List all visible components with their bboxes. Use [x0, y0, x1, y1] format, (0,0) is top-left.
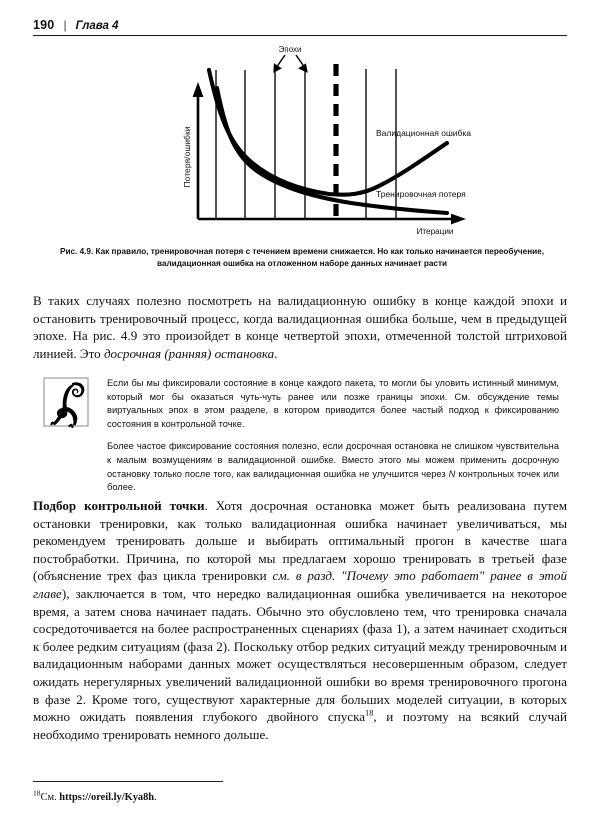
epochs-annotation-arrows — [274, 55, 307, 72]
running-head-rule — [33, 35, 567, 36]
y-axis — [193, 82, 204, 219]
runhead-separator: | — [63, 18, 67, 32]
note-paragraph-1: Если бы мы фиксировали состояние в конце каждого пакета, то могли бы уловить истинный минимум, который мог бы оказаться чуть-чуть ранее или позже границы эпохи. См. обсуждение темы виртуальных эпох в этом разделе, в котором приводится более частый подход к фиксированию состояния в контрольной точке. — [107, 378, 559, 429]
paragraph3-italic-reference: см. в разд. "Почему это работает" ранее в этой главе — [33, 568, 567, 602]
paragraph3-lead-bold: Подбор контрольной точки — [33, 498, 205, 513]
footnote-reference-marker[interactable]: 18 — [365, 708, 374, 718]
figure-caption-number: Рис. 4.9. — [59, 247, 94, 256]
paragraph1-text: В таких случаях полезно посмотреть на валидационную ошибку в конце каждой эпохи и остановить тренировочный процесс, когда валидационная ошибка больше, чем в предыдущей эпохе. На рис. 4.9 это произойдет в конце четвертой эпохи, отмеченной толстой штриховой линией. Это — [33, 293, 567, 361]
note-text — [107, 377, 559, 495]
monkey-silhouette-icon — [42, 377, 94, 429]
note-p2-part-a: Более частое фиксирование состояния полезно, если досрочная остановка не слишком чувствительна к малым возмущениям в валидационной ошибке. Вместо этого мы можем применить досрочную остановку только после того, как валидационная ошибка не улучшится через — [107, 441, 559, 479]
chapter-title: Глава 4 — [75, 20, 119, 32]
page-number: 190 — [33, 18, 55, 32]
epochs-annotation-label: Эпохи — [278, 45, 302, 54]
paragraph1-italic-term: досрочная (ранняя) остановка — [103, 345, 275, 361]
validation-error-label: Валидационная ошибка — [376, 128, 472, 138]
paragraph3-part-2: ), заключается в том, что нередко валидационная ошибка увеличивается на некоторое время, а затем снова начинает падать. Обычно это обусловлено тем, что тренировка сначала сосредоточивается на более распространенных сценариях (фаза 1), а затем начинает сходиться к более редким ситуациям (фаза 2). Поскольку отбор редких ситуаций между тренировочным и валидационным наборами данных может осуществляться несовершенным образом, следует ожидать нерегулярных увеличений валидационной ошибки во время тренировочного прогона в фазе 2. Кроме того, существуют характерные для больших моделей ситуации, в которых можно ожидать появления глубокого двойного спуска — [33, 586, 567, 725]
paragraph-after-figure — [33, 292, 567, 362]
figure-caption-text: Как правило, тренировочная потеря с течением времени снижается. Но как только начинается переобучение, валидационная ошибка на отложенном наборе данных начинает расти — [95, 247, 545, 268]
footnote — [33, 788, 433, 805]
loss-curves-chart — [33, 42, 567, 242]
footnote-marker: 18 — [33, 788, 41, 798]
running-head — [33, 18, 567, 32]
tip-note-block — [42, 377, 567, 495]
paragraph1-period: . — [274, 345, 278, 361]
y-axis-label: Потеря/ошибки — [182, 126, 192, 188]
figure-4-9 — [33, 42, 567, 242]
note-p2-part-b: контрольных точек или более. — [107, 468, 559, 493]
footnote-suffix: . — [154, 792, 157, 803]
x-axis-label: Итерации — [416, 227, 454, 236]
epoch-gridlines — [216, 66, 396, 219]
footnote-prefix: См. — [40, 792, 60, 803]
note-p2-italic-n: N — [448, 468, 456, 479]
figure-caption — [52, 246, 552, 270]
note-paragraph-2 — [107, 440, 559, 494]
x-axis — [198, 214, 466, 225]
training-loss-label: Тренировочная потеря — [376, 189, 466, 199]
checkpoint-selection-paragraph — [33, 497, 567, 744]
footnote-url-link[interactable]: https://oreil.ly/Kya8h — [59, 792, 155, 803]
paragraph3-part-3: , и поэтому на всякий случай необходимо тренировать немного дольше. — [33, 709, 567, 742]
footnote-separator-rule — [33, 781, 223, 782]
paragraph3-part-1: . Хотя досрочная остановка может быть реализована путем остановки тренировки, как только валидационная ошибка начинает увеличиваться, мы рекомендуем тренировать дольше и выбирать оптимальный прогон в качестве шага постобработки. Причина, по которой мы предлагаем хорошо тренировать в третьей фазе (объяснение трех фаз цикла тренировки — [33, 498, 567, 584]
